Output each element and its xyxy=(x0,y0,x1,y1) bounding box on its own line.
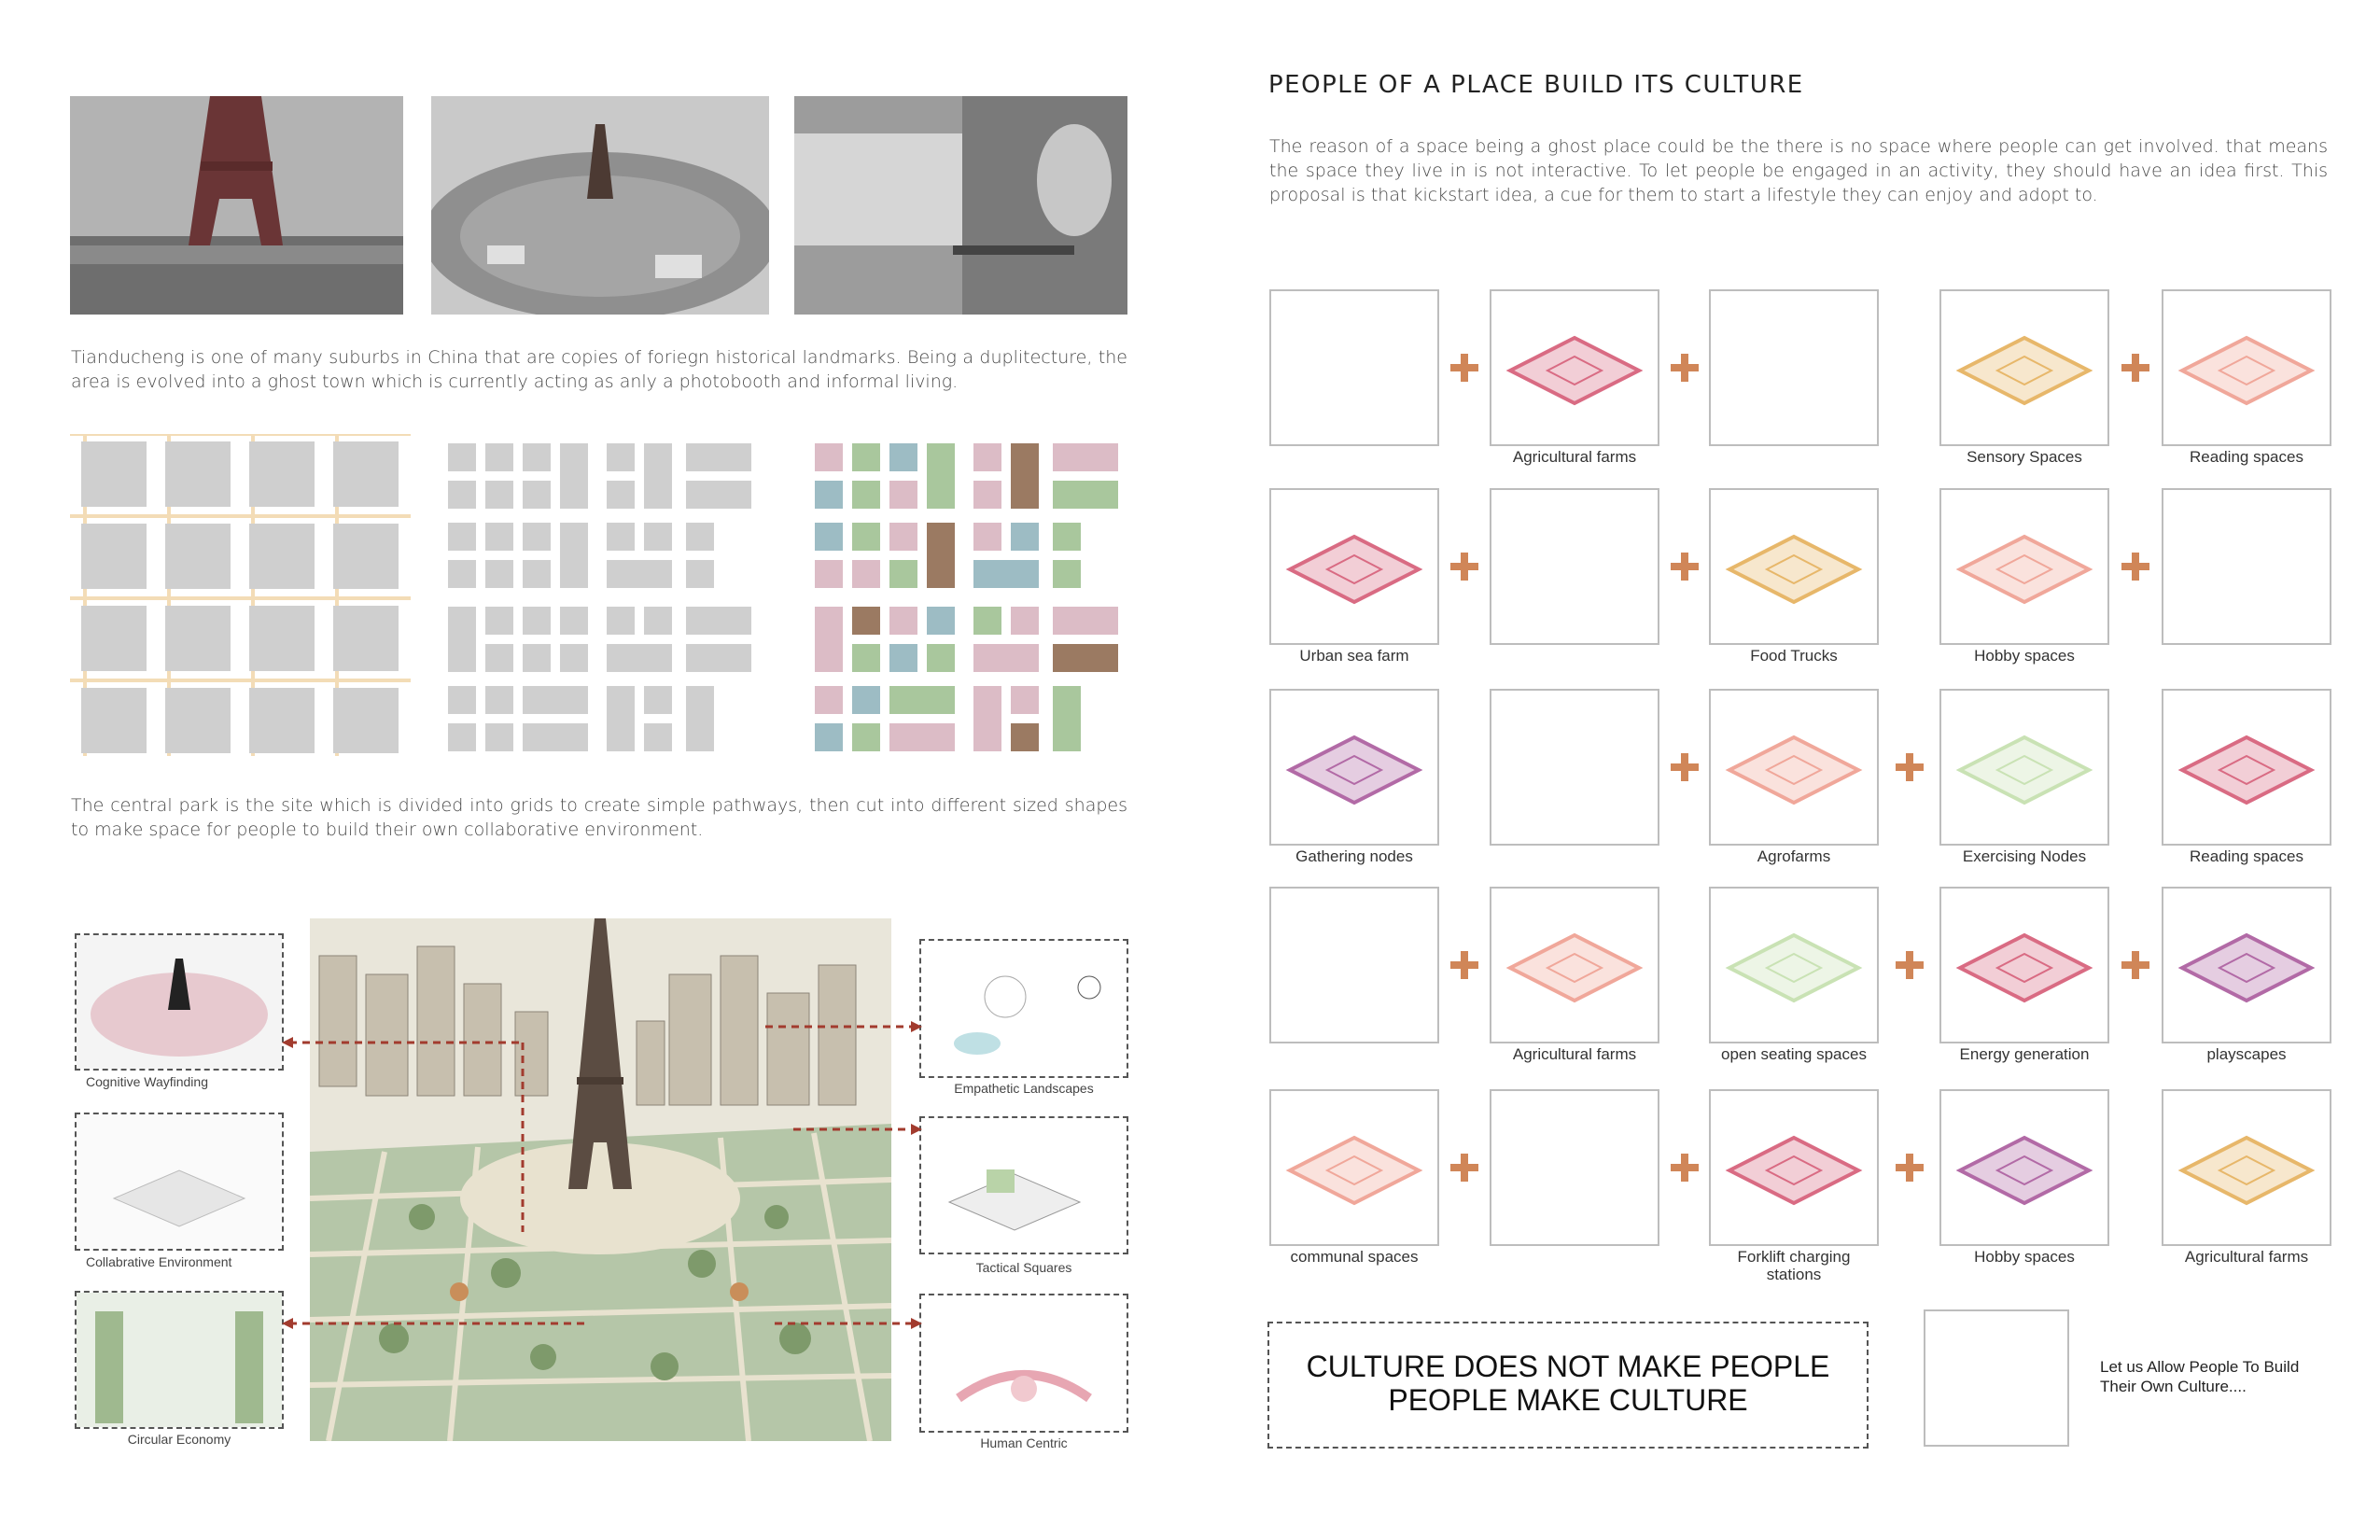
activity-label: Sensory Spaces xyxy=(1967,448,2082,466)
activity-label: Urban sea farm xyxy=(1299,647,1409,665)
activity-cell xyxy=(1269,887,1439,1043)
activity-cell xyxy=(2162,289,2331,446)
page-title: PEOPLE OF A PLACE BUILD ITS CULTURE xyxy=(1268,71,1804,99)
activity-cell xyxy=(1709,289,1879,446)
activity-cell xyxy=(1939,689,2109,846)
connector-arrows xyxy=(280,933,924,1344)
activity-cell xyxy=(1939,488,2109,645)
empty-culture-box xyxy=(1924,1309,2069,1447)
grid-diagram-plain xyxy=(70,434,411,756)
isometric-illustration-icon xyxy=(2163,889,2330,1042)
collaborative-environment-label: Collabrative Environment xyxy=(86,1254,232,1269)
isometric-illustration-icon xyxy=(1711,691,1877,844)
activity-cell xyxy=(1939,1089,2109,1246)
isometric-illustration-icon xyxy=(1711,490,1877,643)
collaborative-environment-box xyxy=(75,1113,284,1251)
human-centric-label: Human Centric xyxy=(980,1435,1068,1450)
grid-diagram-cut xyxy=(448,434,761,756)
isometric-illustration-icon xyxy=(2163,291,2330,444)
activity-label: Hobby spaces xyxy=(1974,1248,2075,1266)
isometric-illustration-icon xyxy=(1941,1091,2107,1244)
grid-diagram-colored xyxy=(810,434,1127,756)
activity-cell xyxy=(1939,887,2109,1043)
activity-label: Food Trucks xyxy=(1750,647,1838,665)
activity-cell xyxy=(2162,887,2331,1043)
activity-label: Reading spaces xyxy=(2190,847,2303,865)
activity-cell xyxy=(1490,289,1659,446)
plus-icon xyxy=(1671,1154,1699,1182)
activity-cell xyxy=(2162,488,2331,645)
activity-cell xyxy=(1490,488,1659,645)
isometric-illustration-icon xyxy=(1271,1091,1437,1244)
activity-label: playscapes xyxy=(2206,1045,2287,1063)
plus-icon xyxy=(1450,553,1478,581)
intro-caption: Tianducheng is one of many suburbs in China that are copies of foriegn historical landmarks. Being a duplitecture, the area is evolved into a ghost town which is currently acting as anly a photobooth and informal living. xyxy=(71,347,1127,392)
activity-label: Agricultural farms xyxy=(1512,1045,1637,1063)
activity-cell xyxy=(1709,1089,1879,1246)
activity-label: Agricultural farms xyxy=(1512,448,1637,466)
plus-icon xyxy=(2121,553,2149,581)
quote-line-2: PEOPLE MAKE CULTURE xyxy=(1388,1383,1748,1417)
isometric-illustration-icon xyxy=(1711,1091,1877,1244)
plus-icon xyxy=(1450,1154,1478,1182)
tactical-squares-box xyxy=(919,1116,1128,1254)
grid-caption: The central park is the site which is divided into grids to create simple pathways, then cut into different sized shapes to make space for people to build their own collaborative environment. xyxy=(71,795,1127,840)
isometric-illustration-icon xyxy=(1941,490,2107,643)
isometric-illustration-icon xyxy=(1271,490,1437,643)
isometric-illustration-icon xyxy=(1941,889,2107,1042)
activity-cell xyxy=(1490,1089,1659,1246)
activity-label: Agrofarms xyxy=(1757,847,1831,865)
circular-economy-label: Circular Economy xyxy=(127,1432,231,1447)
activity-cell xyxy=(1939,289,2109,446)
resident-balcony-photo xyxy=(794,96,1127,315)
empathetic-landscapes-label: Empathetic Landscapes xyxy=(954,1081,1094,1096)
plus-icon xyxy=(1896,753,1924,781)
human-centric-box xyxy=(919,1294,1128,1433)
activity-cell xyxy=(1269,488,1439,645)
tianducheng-aerial-photo xyxy=(431,96,769,315)
activity-label: Energy generation xyxy=(1959,1045,2090,1063)
activity-label: Forklift charging stations xyxy=(1737,1248,1851,1283)
activity-cell xyxy=(2162,1089,2331,1246)
plus-icon xyxy=(1896,951,1924,979)
plus-icon xyxy=(2121,354,2149,382)
eiffel-replica-photo xyxy=(70,96,403,315)
tactical-squares-label: Tactical Squares xyxy=(975,1260,1072,1275)
plus-icon xyxy=(1671,354,1699,382)
isometric-illustration-icon xyxy=(2163,691,2330,844)
activity-cell xyxy=(1709,488,1879,645)
activity-label: Reading spaces xyxy=(2190,448,2303,466)
plus-icon xyxy=(1450,354,1478,382)
right-intro: The reason of a space being a ghost place could be the there is no space where people can get involved. that means the space they live in is not interactive. To let people be engaged in an activity, they should have an idea first. This proposal is that kickstart idea, a cue for them to start a lifestyle they can enjoy and adopt to. xyxy=(1269,136,2328,205)
isometric-illustration-icon xyxy=(1941,691,2107,844)
isometric-illustration-icon xyxy=(2163,1091,2330,1244)
isometric-illustration-icon xyxy=(1941,291,2107,444)
circular-economy-box xyxy=(75,1291,284,1429)
quote-line-1: CULTURE DOES NOT MAKE PEOPLE xyxy=(1306,1350,1830,1383)
plus-icon xyxy=(2121,951,2149,979)
empathetic-landscapes-box xyxy=(919,939,1128,1078)
activity-cell xyxy=(1490,887,1659,1043)
activity-label: communal spaces xyxy=(1290,1248,1419,1266)
isometric-illustration-icon xyxy=(1491,291,1658,444)
activity-cell xyxy=(1490,689,1659,846)
activity-label: Hobby spaces xyxy=(1974,647,2075,665)
isometric-illustration-icon xyxy=(1491,889,1658,1042)
cognitive-wayfinding-label: Cognitive Wayfinding xyxy=(86,1074,208,1089)
plus-icon xyxy=(1671,553,1699,581)
closing-note: Let us Allow People To Build Their Own Culture.... xyxy=(2100,1358,2300,1395)
plus-icon xyxy=(1671,753,1699,781)
cognitive-wayfinding-box xyxy=(75,933,284,1071)
activity-cell xyxy=(2162,689,2331,846)
activity-label: Exercising Nodes xyxy=(1962,847,2087,865)
plus-icon xyxy=(1896,1154,1924,1182)
activity-cell xyxy=(1269,1089,1439,1246)
isometric-illustration-icon xyxy=(1711,889,1877,1042)
plus-icon xyxy=(1450,951,1478,979)
activity-cell xyxy=(1709,887,1879,1043)
activity-label: open seating spaces xyxy=(1721,1045,1867,1063)
activity-label: Gathering nodes xyxy=(1295,847,1413,865)
activity-label: Agricultural farms xyxy=(2184,1248,2309,1266)
activity-cell xyxy=(1709,689,1879,846)
activity-cell xyxy=(1269,689,1439,846)
isometric-illustration-icon xyxy=(1271,691,1437,844)
activity-cell xyxy=(1269,289,1439,446)
